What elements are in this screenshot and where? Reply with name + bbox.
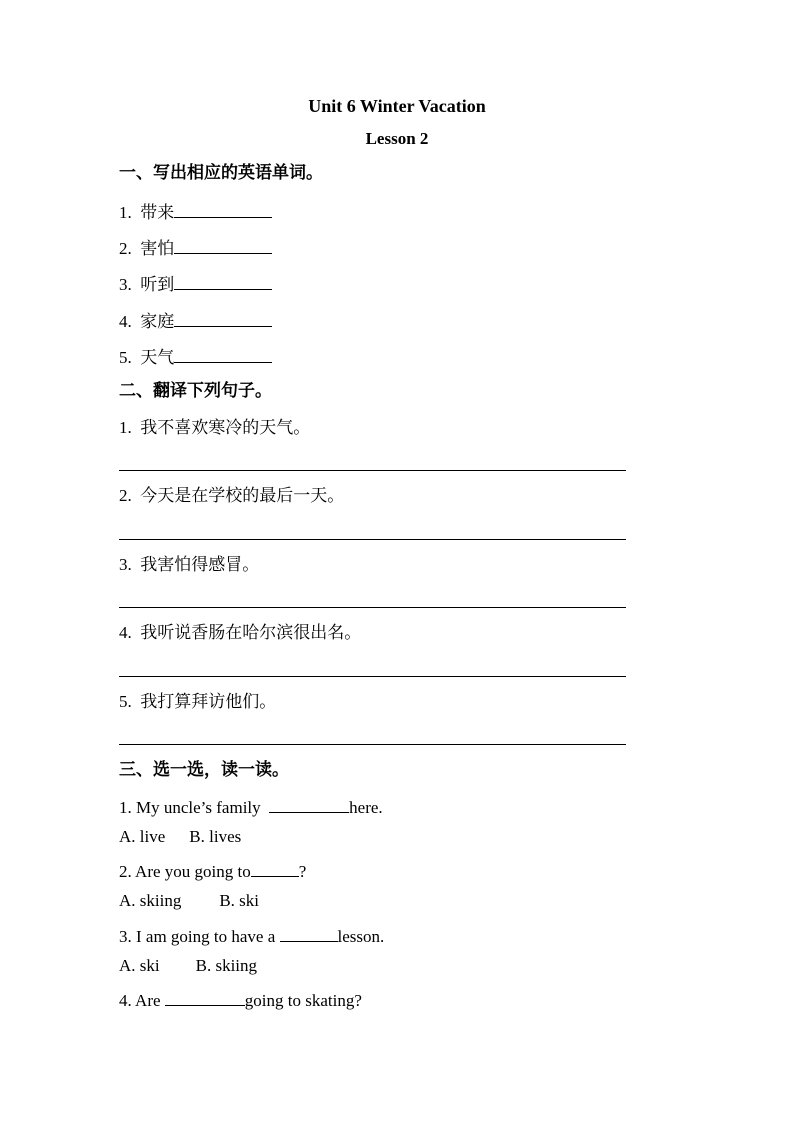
item-word: 害怕 (140, 239, 175, 258)
answer-blank[interactable] (269, 795, 349, 813)
item-word: 天气 (140, 348, 175, 367)
option-a[interactable]: A. skiing (119, 891, 182, 910)
answer-blank[interactable] (165, 988, 245, 1006)
section2-item-4 (119, 623, 361, 643)
answer-blank[interactable] (174, 200, 272, 218)
item-sentence: 我听说香肠在哈尔滨很出名。 (140, 623, 362, 642)
answer-blank[interactable] (251, 859, 299, 877)
option-b[interactable]: B. ski (219, 891, 260, 910)
section2-heading: 二、翻译下列句子。 (119, 381, 272, 400)
option-b[interactable]: B. lives (189, 827, 242, 846)
item-number: 5. (119, 348, 132, 367)
item-word: 带来 (140, 203, 175, 222)
item-number: 2. (119, 239, 132, 258)
item-word: 听到 (140, 275, 175, 294)
question-2-options (119, 891, 259, 911)
worksheet-title: Unit 6 Winter Vacation (308, 96, 486, 116)
answer-line[interactable] (119, 744, 626, 745)
item-number: 2. (119, 486, 132, 505)
section2-item-3 (119, 555, 259, 575)
item-word: 家庭 (140, 312, 175, 331)
answer-blank[interactable] (174, 345, 272, 363)
item-number: 1. (119, 418, 132, 437)
section1-item-2 (119, 236, 272, 259)
question-1 (119, 795, 383, 818)
item-sentence: 我不喜欢寒冷的天气。 (140, 418, 311, 437)
item-sentence: 我打算拜访他们。 (140, 692, 277, 711)
answer-blank[interactable] (174, 272, 272, 290)
answer-line[interactable] (119, 470, 626, 471)
item-number: 4. (119, 312, 132, 331)
answer-blank[interactable] (174, 309, 272, 327)
item-sentence: 今天是在学校的最后一天。 (140, 486, 345, 505)
question-2 (119, 859, 306, 882)
question-text-end: here. (349, 798, 383, 817)
question-text-end: lesson. (337, 927, 385, 946)
answer-blank[interactable] (174, 236, 272, 254)
question-4 (119, 988, 362, 1011)
item-number: 3. (119, 555, 132, 574)
item-number: 3. (119, 275, 132, 294)
section1-item-3 (119, 272, 272, 295)
item-number: 1. (119, 203, 132, 222)
lesson-subtitle: Lesson 2 (365, 129, 429, 148)
answer-line[interactable] (119, 607, 626, 608)
question-3-options (119, 956, 257, 976)
section2-item-1 (119, 418, 310, 438)
question-3 (119, 924, 384, 947)
answer-blank[interactable] (280, 924, 338, 942)
item-sentence: 我害怕得感冒。 (140, 555, 260, 574)
section2-item-2 (119, 486, 344, 506)
question-text-end: ? (298, 862, 307, 881)
option-b[interactable]: B. skiing (195, 956, 258, 975)
section2-item-5 (119, 692, 276, 712)
section1-item-4 (119, 309, 272, 332)
section1-item-5 (119, 345, 272, 368)
question-text: 4. Are (119, 991, 161, 1010)
section1-item-1 (119, 200, 272, 223)
question-text: 3. I am going to have a (119, 927, 276, 946)
option-a[interactable]: A. live (119, 827, 166, 846)
question-text: 1. My uncle’s family (119, 798, 261, 817)
item-number: 4. (119, 623, 132, 642)
question-1-options (119, 827, 241, 847)
section1-heading: 一、写出相应的英语单词。 (119, 163, 323, 182)
question-text-end: going to skating? (244, 991, 362, 1010)
item-number: 5. (119, 692, 132, 711)
answer-line[interactable] (119, 676, 626, 677)
section3-heading: 三、选一选，读一读。 (119, 760, 289, 779)
answer-line[interactable] (119, 539, 626, 540)
question-text: 2. Are you going to (119, 862, 251, 881)
option-a[interactable]: A. ski (119, 956, 160, 975)
